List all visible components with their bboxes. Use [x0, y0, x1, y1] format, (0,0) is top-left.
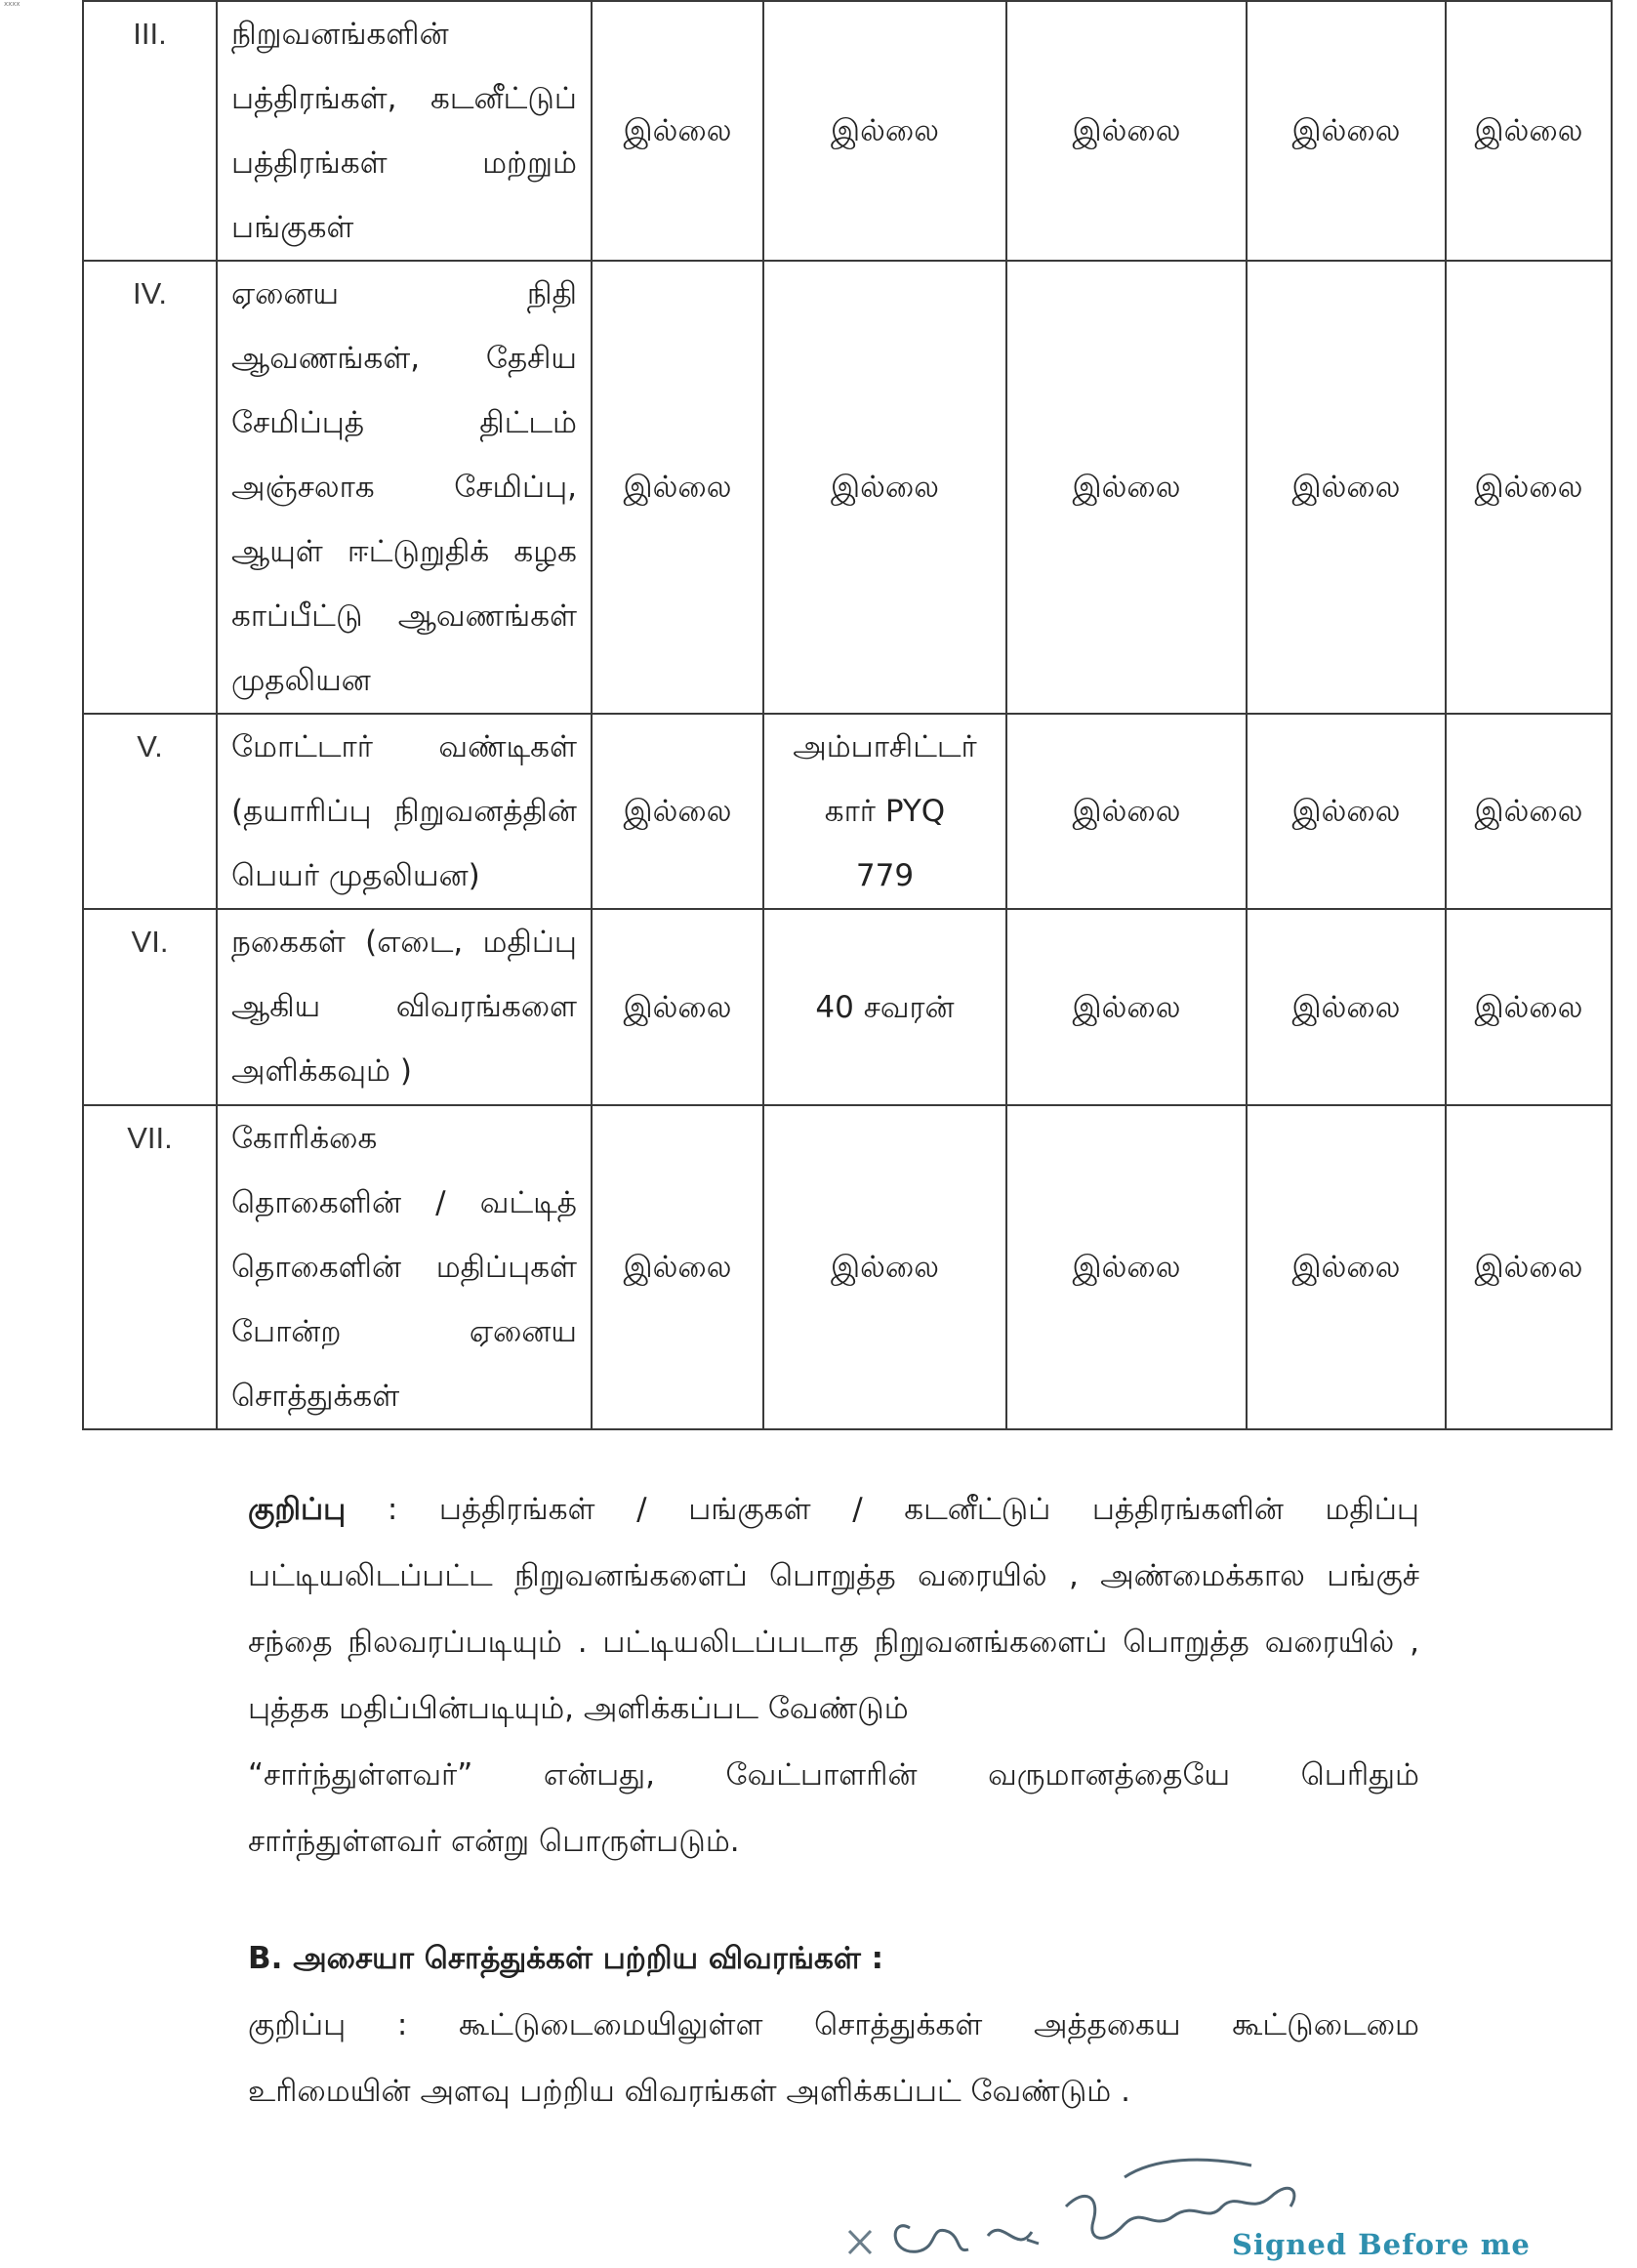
row-number: V.: [83, 714, 217, 909]
table-row: [83, 909, 1612, 1105]
value-cell: இல்லை: [763, 1105, 1006, 1429]
value-cell: இல்லை: [592, 1, 763, 261]
value-cell: இல்லை: [1446, 909, 1612, 1105]
note-line-1: குறிப்பு : பத்திரங்கள் / பங்குகள் / கடனீட்டுப் பத்திரங்களின் மதிப்பு: [248, 1492, 1419, 1527]
value-cell: இல்லை: [592, 909, 763, 1105]
value-cell: இல்லை: [1446, 1105, 1612, 1429]
note-line-4: புத்தக மதிப்பின்படியும், அளிக்கப்பட வேண்டும்: [248, 1691, 909, 1726]
description-line: பெயர் முதலியன): [231, 858, 480, 893]
section-b-heading: B. அசையா சொத்துக்கள் பற்றிய விவரங்கள் :: [248, 1941, 884, 1976]
value-cell: அம்பாசிட்டர் கார் PYQ 779: [763, 714, 1006, 909]
value-cell: இல்லை: [1006, 909, 1247, 1105]
value-cell: இல்லை: [1247, 714, 1446, 909]
value-cell: இல்லை: [1247, 909, 1446, 1105]
section-b-line-2: உரிமையின் அளவு பற்றிய விவரங்கள் அளிக்கப்பட் வேண்டும் .: [248, 2074, 1130, 2109]
row-number: VII.: [83, 1105, 217, 1429]
table-row: [83, 1, 1612, 261]
description-line: ஆவணங்கள், தேசிய: [231, 341, 577, 376]
value-cell: இல்லை: [592, 714, 763, 909]
row-number: IV.: [83, 261, 217, 714]
description-line: தொகைளின் மதிப்புகள்: [231, 1250, 577, 1285]
asset-description: [217, 1105, 592, 1429]
asset-description: [217, 1, 592, 261]
description-line: பங்குகள்: [231, 210, 354, 245]
note-line-5: “சார்ந்துள்ளவர்” என்பது, வேட்பாளரின் வருமானத்தையே பெரிதும்: [248, 1757, 1419, 1793]
description-line: காப்பீட்டு ஆவணங்கள்: [231, 598, 577, 634]
value-cell: இல்லை: [1247, 1105, 1446, 1429]
row-number: III.: [83, 1, 217, 261]
value-cell: இல்லை: [1006, 261, 1247, 714]
section-b-line-1: குறிப்பு : கூட்டுடைமையிலுள்ள சொத்துக்கள் அத்தகைய கூட்டுடைமை: [248, 2007, 1419, 2042]
section-b: [248, 1925, 1419, 2124]
description-line: பத்திரங்கள் மற்றும்: [231, 145, 577, 181]
note-label: குறிப்பு: [248, 1492, 347, 1527]
value-cell: இல்லை: [592, 261, 763, 714]
value-cell: இல்லை: [1446, 1, 1612, 261]
value-cell: இல்லை: [1446, 261, 1612, 714]
description-line: நகைகள் (எடை, மதிப்பு: [231, 925, 577, 960]
table-row: [83, 1105, 1612, 1429]
description-line: நிறுவனங்களின்: [231, 17, 449, 52]
value-cell: இல்லை: [1446, 714, 1612, 909]
description-line: ஆகிய விவரங்களை: [231, 989, 577, 1024]
value-cell: இல்லை: [1247, 1, 1446, 261]
note-line-2: பட்டியலிடப்பட்ட நிறுவனங்களைப் பொறுத்த வரையில் , அண்மைக்கால பங்குச்: [248, 1558, 1419, 1593]
description-line: ஏனைய நிதி: [231, 276, 577, 311]
note-block: [248, 1476, 1419, 1875]
row-number: VI.: [83, 909, 217, 1105]
description-line: சொத்துக்கள்: [231, 1379, 400, 1414]
table-row: [83, 714, 1612, 909]
page-stamp: xxxx: [4, 0, 20, 8]
value-cell: இல்லை: [1006, 1, 1247, 261]
value-cell: இல்லை: [592, 1105, 763, 1429]
value-cell: இல்லை: [1006, 714, 1247, 909]
value-cell: இல்லை: [1006, 1105, 1247, 1429]
description-line: அஞ்சலாக சேமிப்பு,: [231, 470, 577, 505]
table-row: [83, 261, 1612, 714]
movable-assets-table: [82, 0, 1613, 1430]
value-cell: இல்லை: [763, 1, 1006, 261]
description-line: மோட்டார் வண்டிகள்: [231, 729, 577, 764]
asset-description: [217, 261, 592, 714]
description-line: போன்ற ஏனைய: [231, 1314, 577, 1349]
asset-description: [217, 909, 592, 1105]
description-line: முதலியன: [231, 663, 371, 698]
description-line: பத்திரங்கள், கடனீட்டுப்: [231, 81, 577, 116]
value-cell: 40 சவரன்: [763, 909, 1006, 1105]
description-line: அளிக்கவும் ): [231, 1053, 412, 1089]
description-line: சேமிப்புத் திட்டம்: [231, 405, 577, 440]
asset-description: [217, 714, 592, 909]
description-line: தொகைளின் / வட்டித்: [231, 1185, 577, 1220]
note-line-6: சார்ந்துள்ளவர் என்று பொருள்படும்.: [248, 1824, 740, 1859]
signed-before-me-stamp: Signed Before me: [1232, 2228, 1531, 2261]
note-line-3: சந்தை நிலவரப்படியும் . பட்டியலிடப்படாத நிறுவனங்களைப் பொறுத்த வரையில் ,: [248, 1625, 1419, 1660]
value-cell: இல்லை: [763, 261, 1006, 714]
description-line: கோரிக்கை: [231, 1121, 378, 1156]
description-line: (தயாரிப்பு நிறுவனத்தின்: [231, 794, 577, 829]
description-line: ஆயுள் ஈட்டுறுதிக் கழக: [231, 534, 577, 569]
value-cell: இல்லை: [1247, 261, 1446, 714]
